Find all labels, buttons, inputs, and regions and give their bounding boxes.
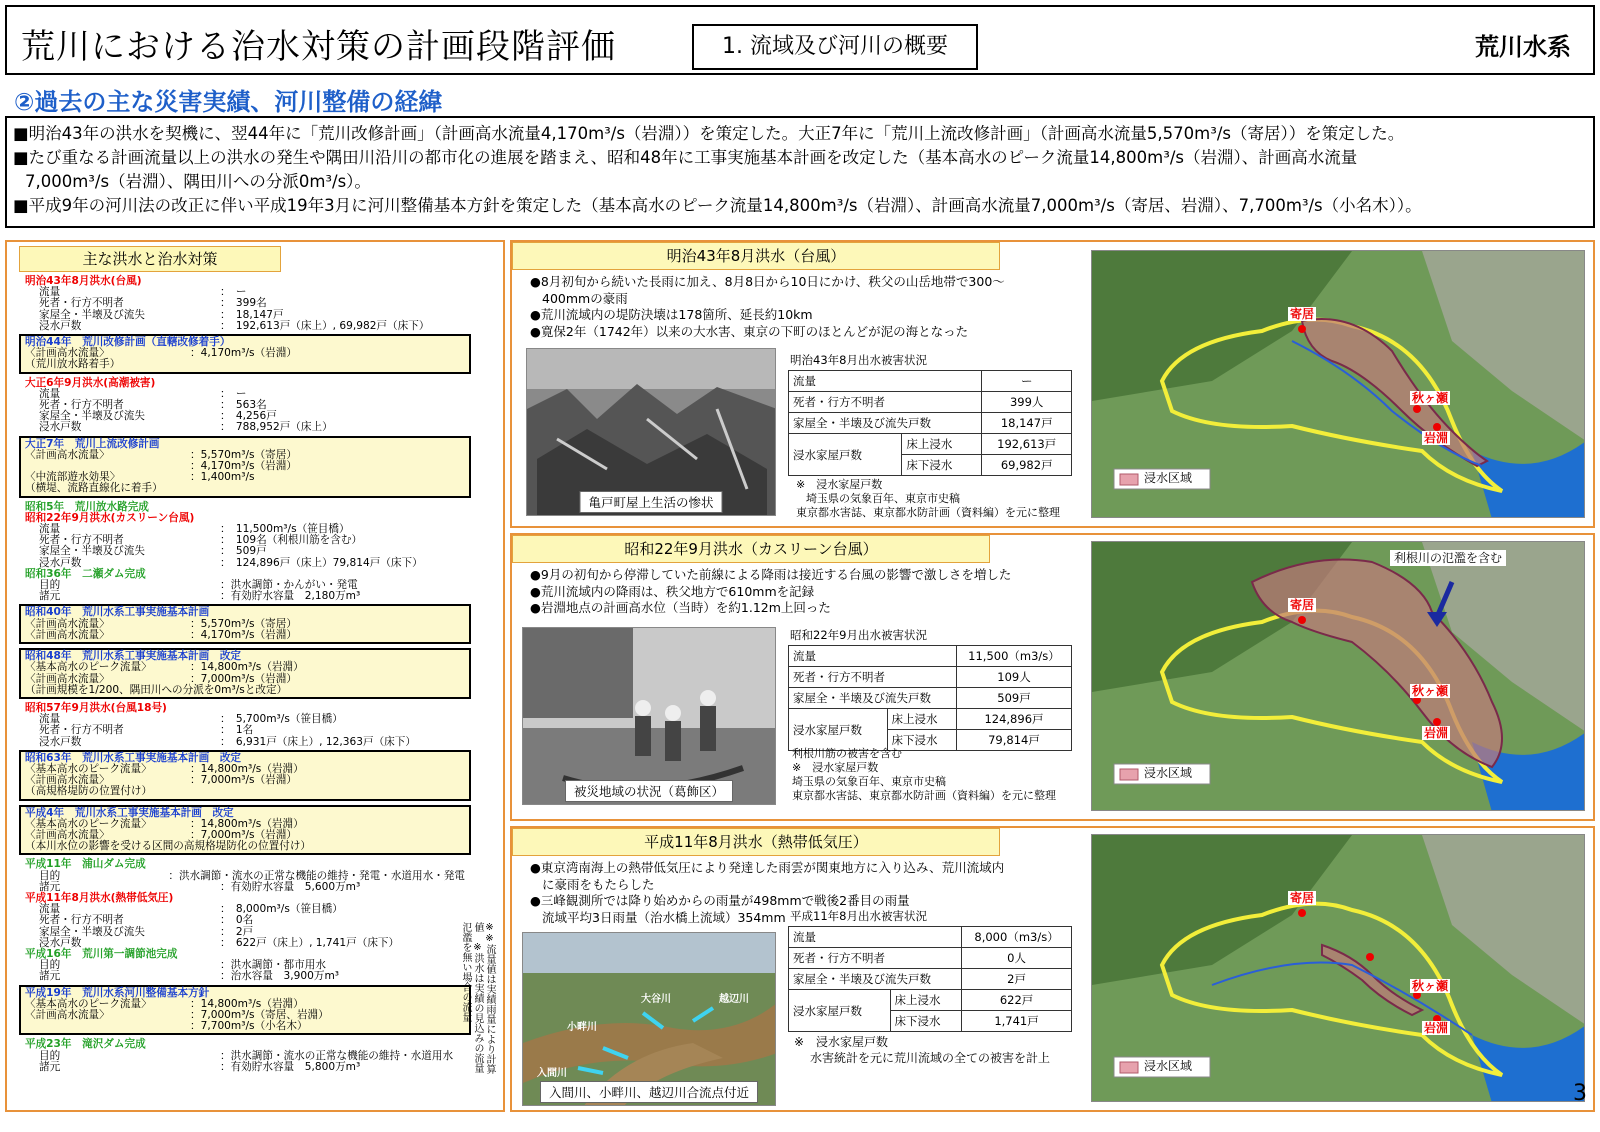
summary-line: 7,000m³/s（岩淵）、隅田川への分派0m³/s）。 xyxy=(25,172,371,191)
table-title: 明治43年8月出水被害状況 xyxy=(790,353,927,367)
map-annotation: 利根川の氾濫を含む xyxy=(1390,550,1506,566)
bullet: ●8月初旬から続いた長雨に加え、8月8日から10日にかけ、秩父の山岳地帯で300～ xyxy=(530,274,1005,289)
timeline-event xyxy=(25,859,465,893)
cell: 床下浸水 xyxy=(902,455,982,476)
cell: 床下浸水 xyxy=(890,1011,962,1032)
event-value: ： 11,500m³/s（笹目橋） xyxy=(220,523,350,536)
event-value: ：治水容量 3,900万m³ xyxy=(220,970,340,983)
event-value: ： ー xyxy=(220,286,247,299)
cell: 1,741戸 xyxy=(962,1011,1072,1032)
event-value: ： 109名（利根川筋を含む） xyxy=(220,534,363,547)
cell: 浸水家屋戸数 xyxy=(789,434,902,476)
event-key: （高規格堤防の位置付け） xyxy=(25,785,153,798)
event-title: 平成19年 荒川水系河川整備基本方針 xyxy=(25,986,210,999)
timeline-event xyxy=(25,893,465,949)
event-value: ：14,800m³/s（岩淵） xyxy=(190,762,304,775)
river-system-label: 荒川水系 xyxy=(1475,33,1571,61)
event-key: 〈計画高水流量〉 xyxy=(25,774,110,787)
header-bar xyxy=(5,5,1595,75)
bullet: ●寛保2年（1742年）以来の大水害、東京の下町のほとんどが泥の海となった xyxy=(530,323,969,339)
note-line: ※ 浸水家屋戸数 xyxy=(796,478,883,491)
event-value: ：洪水調節・都市用水 xyxy=(220,959,326,972)
event-row xyxy=(25,630,465,641)
event-key: 浸水戸数 xyxy=(39,319,82,332)
cell: 8,000（m3/s） xyxy=(962,927,1072,948)
event-value: ：洪水調節・かんがい・発電 xyxy=(220,579,358,592)
map-legend-label: 浸水区域 xyxy=(1144,766,1193,780)
event-key: 〈計画高水流量〉 xyxy=(25,828,110,841)
event-value: ： 8,000m³/s（笹目橋） xyxy=(220,903,343,916)
event-value: ：洪水調節・流水の正常な機能の維持・水道用水 xyxy=(220,1049,454,1062)
timeline-event xyxy=(25,378,465,434)
note-line: 埼玉県の気象百年、東京市史稿 xyxy=(792,775,946,788)
cell: 11,500（m3/s） xyxy=(956,646,1071,667)
event-key: 〈計画高水流量〉 xyxy=(25,448,110,461)
event-value: ：14,800m³/s（岩淵） xyxy=(190,817,304,830)
event-value: ：有効貯水容量 5,600万m³ xyxy=(220,880,361,893)
event-key: 死者・行方不明者 xyxy=(39,724,124,737)
timeline-event xyxy=(19,604,471,644)
event-key: 流量 xyxy=(39,523,61,536)
event-row xyxy=(25,737,465,748)
table-note xyxy=(796,478,1060,520)
event-value: ： 5,700m³/s（笹目橋） xyxy=(220,713,343,726)
event-key: 〈基本高水のピーク流量〉 xyxy=(25,817,152,830)
event-title: 昭和36年 二瀬ダム完成 xyxy=(25,567,146,580)
map-legend-label: 浸水区域 xyxy=(1144,1059,1193,1073)
event-key: 目的 xyxy=(39,869,61,882)
event-key: （荒川放水路着手） xyxy=(25,358,121,371)
cell: 流量 xyxy=(789,927,962,948)
cell: 浸水家屋戸数 xyxy=(789,709,888,751)
vertical-note: ※※流量値は実績雨量により計算値 ※洪水は実績の見込みの流量 氾濫を無い場合の流量 xyxy=(460,922,495,1083)
bullet: に豪雨をもたらした xyxy=(542,876,655,892)
event-row xyxy=(25,786,465,797)
event-key: 〈基本高水のピーク流量〉 xyxy=(25,997,152,1010)
event-value: ：有効貯水容量 2,180万m³ xyxy=(220,590,361,603)
event-key: 目的 xyxy=(39,1049,61,1062)
cell: 家屋全・半壊及び流失戸数 xyxy=(789,413,982,434)
cell: 622戸 xyxy=(962,990,1072,1011)
map-label-akigase: 秋ヶ瀬 xyxy=(1412,979,1449,993)
event-title: 平成16年 荒川第一調節池完成 xyxy=(25,947,178,960)
event-key: 諸元 xyxy=(39,1060,61,1073)
event-key: 家屋全・半壊及び流失 xyxy=(39,308,145,321)
event-key: 家屋全・半壊及び流失 xyxy=(39,545,145,558)
cell: 79,814戸 xyxy=(956,730,1071,751)
event-key: 死者・行方不明者 xyxy=(39,297,124,310)
event-key: （計画規模を1/200、隅田川への分派を0m³/sと改定） xyxy=(25,683,288,696)
bullet: ●三峰観測所では降り始めからの雨量が498mmで戦後2番目の雨量 xyxy=(530,893,910,908)
photo-label-oppe: 越辺川 xyxy=(719,994,749,1005)
event-value: ： 2戸 xyxy=(220,925,254,938)
map-label-iwabuchi: 岩淵 xyxy=(1424,431,1449,445)
event-value: ：7,000m³/s（岩淵） xyxy=(190,828,297,841)
event-title: 昭和48年 荒川水系工事実施基本計画 改定 xyxy=(25,650,242,663)
event-value: ： 192,613戸（床上）, 69,982戸（床下） xyxy=(220,319,430,332)
event-title: 昭和22年9月洪水(カスリーン台風) xyxy=(25,511,195,524)
event-row xyxy=(25,422,465,433)
damage-table xyxy=(788,370,1072,476)
damage-table xyxy=(788,926,1072,1032)
cell: 124,896戸 xyxy=(956,709,1071,730)
event-key: 浸水戸数 xyxy=(39,556,82,569)
event-value xyxy=(190,483,465,494)
summary-line: ■たび重なる計画流量以上の洪水の発生や隅田川沿川の都市化の進展を踏まえ、昭和48年に工事実施基本計画を改定した（基本高水のピーク流量14,800m³/s（岩淵）、計画高水流量 xyxy=(13,148,1358,167)
flood-photo xyxy=(522,627,776,805)
event-key: 浸水戸数 xyxy=(39,735,82,748)
cell: 0人 xyxy=(962,948,1072,969)
panel-header: 昭和22年9月洪水（カスリーン台風） xyxy=(512,535,990,563)
event-title: 明治43年8月洪水(台風) xyxy=(25,275,142,287)
note-line: 東京都水害誌、東京都水防計画（資料編）を元に整理 xyxy=(792,789,1056,802)
panel-header: 平成11年8月洪水（熱帯低気圧） xyxy=(512,828,1000,856)
event-row xyxy=(25,546,465,557)
event-row xyxy=(25,1062,465,1073)
cell: 109人 xyxy=(956,667,1071,688)
event-row xyxy=(25,841,465,852)
photo-image xyxy=(523,628,776,805)
event-row xyxy=(25,298,465,309)
event-value: ： 1名 xyxy=(220,724,254,737)
event-key: 諸元 xyxy=(39,880,61,893)
event-key: 〈基本高水のピーク流量〉 xyxy=(25,762,152,775)
flood-panel-h11 xyxy=(510,826,1595,1112)
bullet: ●荒川流域内の堤防決壊は178箇所、延長約10km xyxy=(530,307,813,322)
event-value: ：4,170m³/s（岩淵） xyxy=(190,347,297,360)
cell: 流量 xyxy=(789,646,957,667)
event-value xyxy=(190,359,465,370)
cell: 死者・行方不明者 xyxy=(789,948,962,969)
event-title: 大正6年9月洪水(高潮被害) xyxy=(25,376,156,389)
event-value: ： 399名 xyxy=(220,297,267,310)
map-label-yorii: 寄居 xyxy=(1290,307,1315,321)
inundation-map xyxy=(1091,250,1585,518)
note-line: 利根川筋の被害を含む xyxy=(792,747,902,760)
event-row xyxy=(25,591,465,602)
event-key: 〈計画高水流量〉 xyxy=(25,1008,110,1021)
cell: ー xyxy=(982,371,1072,392)
inundation-map xyxy=(1091,541,1585,811)
event-title: 昭和63年 荒川水系工事実施基本計画 改定 xyxy=(25,751,242,764)
subtitle: ②過去の主な災害実績、河川整備の経緯 xyxy=(14,88,443,116)
event-value: ：7,700m³/s（小名木） xyxy=(190,1020,308,1033)
event-title: 平成4年 荒川水系工事実施基本計画 改定 xyxy=(25,806,234,819)
event-row xyxy=(25,483,465,494)
map-label-yorii: 寄居 xyxy=(1290,598,1315,612)
timeline-event xyxy=(25,569,465,603)
cell: 18,147戸 xyxy=(982,413,1072,434)
inundation-map xyxy=(1091,834,1585,1102)
timeline-event xyxy=(19,805,471,856)
event-value: ： 788,952戸（床上） xyxy=(220,421,333,434)
map-legend-label: 浸水区域 xyxy=(1144,471,1193,485)
event-key: 目的 xyxy=(39,579,61,592)
timeline-event xyxy=(25,949,465,983)
cell: 死者・行方不明者 xyxy=(789,667,957,688)
event-value: ：14,800m³/s（岩淵） xyxy=(190,661,304,674)
panel-header: 明治43年8月洪水（台風） xyxy=(512,242,1000,270)
event-key: 死者・行方不明者 xyxy=(39,399,124,412)
bullet-list xyxy=(530,567,1050,617)
bullet: 流域平均3日雨量（治水橋上流域）354mm xyxy=(542,909,786,925)
timeline-event xyxy=(25,513,465,569)
bullet: ●荒川流域内の降雨は、秩父地方で610mmを記録 xyxy=(530,583,815,599)
event-value: ：7,000m³/s（寄居、岩淵） xyxy=(190,1008,329,1021)
event-value: ： 563名 xyxy=(220,399,267,412)
timeline-event xyxy=(19,985,471,1036)
map-label-akigase: 秋ヶ瀬 xyxy=(1412,684,1449,698)
cell: 192,613戸 xyxy=(982,434,1072,455)
timeline-event xyxy=(19,334,471,374)
table-title: 平成11年8月出水被害状況 xyxy=(790,909,927,923)
event-row xyxy=(25,359,465,370)
event-row xyxy=(25,321,465,332)
event-value: ：4,170m³/s（岩淵） xyxy=(190,628,297,641)
event-value: ：14,800m³/s（岩淵） xyxy=(190,997,304,1010)
flood-panel-s22 xyxy=(510,533,1595,821)
event-key: 〈計画高水流量〉 xyxy=(25,672,110,685)
event-value: ：7,000m³/s（岩淵） xyxy=(190,774,297,787)
event-title: 昭和57年9月洪水(台風18号) xyxy=(25,701,167,714)
event-value: ： 124,896戸（床上）79,814戸（床下） xyxy=(220,556,423,569)
event-key: 流量 xyxy=(39,903,61,916)
event-key: 死者・行方不明者 xyxy=(39,534,124,547)
photo-label-iruma: 入間川 xyxy=(537,1068,567,1079)
event-value: ： 0名 xyxy=(220,914,254,927)
cell: 死者・行方不明者 xyxy=(789,392,982,413)
photo-caption: 被災地域の状況（葛飾区） xyxy=(565,780,733,802)
timeline-event xyxy=(25,1039,465,1073)
cell: 2戸 xyxy=(962,969,1072,990)
bullet: 400mmの豪雨 xyxy=(542,290,628,306)
timeline-event xyxy=(19,436,471,498)
cell: 床上浸水 xyxy=(890,990,962,1011)
event-value: ：洪水調節・流水の正常な機能の維持・発電・水道用水・発電 xyxy=(168,869,465,882)
event-title: 大正7年 荒川上流改修計画 xyxy=(25,437,160,450)
event-key: 〈中流部遊水効果〉 xyxy=(25,471,121,484)
timeline-event xyxy=(19,750,471,801)
event-row xyxy=(25,915,465,926)
event-key: 浸水戸数 xyxy=(39,936,82,949)
event-value: ：5,570m³/s（寄居） xyxy=(190,448,297,461)
event-key xyxy=(25,1021,190,1032)
event-title: 平成11年 浦山ダム完成 xyxy=(25,858,146,871)
event-key: 家屋全・半壊及び流失 xyxy=(39,925,145,938)
event-value: ： ー xyxy=(220,387,247,400)
event-title: 平成23年 滝沢ダム完成 xyxy=(25,1038,146,1051)
event-row xyxy=(25,1021,465,1032)
event-key: 流量 xyxy=(39,387,61,400)
summary-line: ■明治43年の洪水を契機に、翌44年に「荒川改修計画」（計画高水流量4,170m³/s（岩淵））を策定した。大正7年に「荒川上流改修計画」（計画高水流量5,570m³/s（寄居））を策定した。 xyxy=(13,124,1405,143)
note-line: ※ 浸水家屋戸数 xyxy=(794,1035,889,1049)
photo-label-ootani: 大谷川 xyxy=(641,994,671,1005)
flood-photo xyxy=(526,348,776,516)
cell: 浸水家屋戸数 xyxy=(789,990,891,1032)
cell: 家屋全・半壊及び流失戸数 xyxy=(789,969,962,990)
event-key: 〈計画高水流量〉 xyxy=(25,628,110,641)
event-value: ：7,000m³/s（岩淵） xyxy=(190,672,297,685)
event-row xyxy=(25,725,465,736)
event-key: 家屋全・半壊及び流失 xyxy=(39,410,145,423)
flood-panel-m43 xyxy=(510,240,1595,528)
page-title: 荒川における治水対策の計画段階評価 xyxy=(21,27,616,67)
event-key: 目的 xyxy=(39,959,61,972)
damage-table xyxy=(788,645,1072,751)
map-label-akigase: 秋ヶ瀬 xyxy=(1412,391,1449,405)
event-key: 死者・行方不明者 xyxy=(39,914,124,927)
event-key: 〈基本高水のピーク流量〉 xyxy=(25,661,152,674)
page-number: 3 xyxy=(1573,1081,1587,1106)
event-key: 諸元 xyxy=(39,970,61,983)
map-label-iwabuchi: 岩淵 xyxy=(1424,1021,1449,1035)
bullet: ●岩淵地点の計画高水位（当時）を約1.12m上回った xyxy=(530,600,831,615)
event-key: 流量 xyxy=(39,286,61,299)
timeline-event xyxy=(19,648,471,699)
event-value: ：有効貯水容量 5,800万m³ xyxy=(220,1060,361,1073)
event-value: ： 622戸（床上）, 1,741戸（床下） xyxy=(220,936,400,949)
photo-label-koaze: 小畔川 xyxy=(567,1022,597,1033)
cell: 流量 xyxy=(789,371,982,392)
bullet: ●9月の初旬から停滞していた前線による降雨は接近する台風の影響で激しさを増した xyxy=(530,567,1012,582)
event-row xyxy=(25,662,465,673)
event-key: 諸元 xyxy=(39,590,61,603)
section-box: 1. 流域及び河川の概要 xyxy=(692,24,978,70)
timeline-event xyxy=(25,703,465,748)
event-key: 〈計画高水流量〉 xyxy=(25,347,110,360)
event-key: 流量 xyxy=(39,713,61,726)
event-value: ： 509戸 xyxy=(220,545,267,558)
timeline-header: 主な洪水と治水対策 xyxy=(19,246,281,272)
event-value: ： 6,931戸（床上）, 12,363戸（床下） xyxy=(220,735,416,748)
note-line: 埼玉県の気象百年、東京市史稿 xyxy=(806,492,960,505)
cell: 509戸 xyxy=(956,688,1071,709)
table-note xyxy=(794,1034,1050,1066)
cell: 家屋全・半壊及び流失戸数 xyxy=(789,688,957,709)
bullet: ●東京湾南海上の熱帯低気圧により発達した雨雲が関東地方に入り込み、荒川流域内 xyxy=(530,860,1005,875)
event-key: （横堤、流路直線化に着手） xyxy=(25,482,163,495)
note-line: ※ 浸水家屋戸数 xyxy=(792,761,879,774)
cell: 床上浸水 xyxy=(887,709,956,730)
map-label-yorii: 寄居 xyxy=(1290,891,1315,905)
photo-caption: 入間川、小畔川、越辺川合流点付近 xyxy=(540,1081,758,1103)
event-value: ：4,170m³/s（岩淵） xyxy=(190,460,297,473)
cell: 床下浸水 xyxy=(887,730,956,751)
event-title: 平成11年8月洪水(熱帯低気圧) xyxy=(25,891,174,904)
event-value: ：5,570m³/s（寄居） xyxy=(190,617,297,630)
flood-photo xyxy=(522,932,776,1106)
event-value: ： 4,256戸 xyxy=(220,410,277,423)
summary-line: ■平成9年の河川法の改正に伴い平成19年3月に河川整備基本方針を策定した（基本高水のピーク流量14,800m³/s（岩淵）、計画高水流量7,000m³/s（寄居、岩淵）、7,700m³/s（小名木））。 xyxy=(13,196,1422,215)
event-value: ：1,400m³/s xyxy=(190,471,255,484)
note-line: 水害統計を元に荒川流域の全ての被害を計上 xyxy=(810,1051,1051,1065)
event-key: 〈計画高水流量〉 xyxy=(25,617,110,630)
note-line: 東京都水害誌、東京都水防計画（資料編）を元に整理 xyxy=(796,506,1060,519)
event-value xyxy=(190,841,465,852)
timeline-body xyxy=(25,276,465,1096)
event-value xyxy=(190,786,465,797)
summary-box xyxy=(5,116,1595,228)
event-row xyxy=(25,971,465,982)
timeline-panel xyxy=(5,240,505,1112)
photo-caption: 亀戸町屋上生活の惨状 xyxy=(579,491,722,513)
cell: 床上浸水 xyxy=(902,434,982,455)
cell: 399人 xyxy=(982,392,1072,413)
table-title: 昭和22年9月出水被害状況 xyxy=(790,628,927,642)
table-note xyxy=(792,747,1056,803)
event-key: （本川水位の影響を受ける区間の高規格堤防化の位置付け） xyxy=(25,840,312,853)
event-title: 昭和40年 荒川水系工事実施基本計画 xyxy=(25,606,210,619)
timeline-event xyxy=(25,276,465,332)
map-label-iwabuchi: 岩淵 xyxy=(1424,726,1449,740)
event-title: 昭和5年 荒川放水路完成 xyxy=(25,500,149,513)
event-row xyxy=(25,685,465,696)
event-value xyxy=(190,685,465,696)
bullet-list xyxy=(530,274,1050,340)
event-key: 浸水戸数 xyxy=(39,421,82,434)
cell: 69,982戸 xyxy=(982,455,1072,476)
event-title: 明治44年 荒川改修計画（直轄改修着手） xyxy=(25,336,231,349)
event-value: ： 18,147戸 xyxy=(220,308,284,321)
